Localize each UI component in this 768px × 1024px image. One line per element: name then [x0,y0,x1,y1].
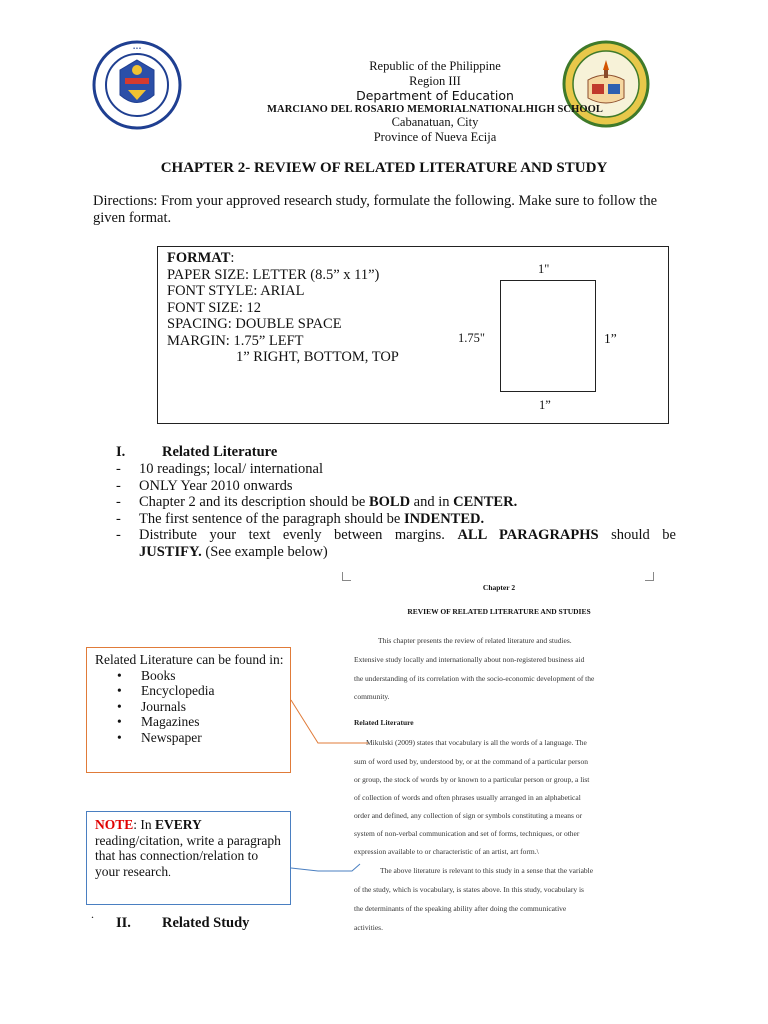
sample-line: community. [354,692,390,701]
section2-numeral: II. [116,915,131,931]
format-heading: FORMAT [167,250,231,266]
section1-numeral: I. [116,444,126,460]
format-details: FORMAT: PAPER SIZE: LETTER (8.5” x 11”) FONT STYLE: ARIAL FONT SIZE: 12 SPACING: DOUBLE SPACE MARGIN: 1.75” LEFT 1” RIGHT, BOTTOM, TOP [167,250,399,365]
sources-list [95,668,285,746]
list-item: • Encyclopedia [117,683,215,698]
header-department: Department of Education [356,88,514,103]
sample-line: Extensive study locally and internationally about non-registered business aid [354,655,585,664]
sample-line: of the study, which is vocabulary, is states above. In this study, vocabulary is [354,885,584,894]
format-line: SPACING: DOUBLE SPACE [167,316,342,332]
format-line: 1” RIGHT, BOTTOM, TOP [236,349,399,365]
list-item: - ONLY Year 2010 onwards [116,477,293,494]
sample-line: This chapter presents the review of related literature and studies. [378,636,572,645]
margin-diagram-page [500,280,596,392]
directions-text: Directions: From your approved research study, formulate the following. Make sure to follow the given format. [93,193,658,226]
format-line: MARGIN: 1.75” LEFT [167,332,304,349]
header-city: Cabanatuan, City [391,115,479,129]
list-item: - 10 readings; local/ international [116,461,324,477]
section1-title: Related Literature [162,444,278,460]
sources-intro: Related Literature can be found in: [95,652,284,667]
sample-line: the understanding of its correlation with the socio-economic development of the [354,674,595,683]
sources-callout-text [95,652,285,745]
sample-line: sum of word used by, understood by, or at the command of a particular person [354,757,588,766]
sample-line: activities. [354,923,383,932]
note-callout-text: NOTE: In EVERY reading/citation, write a paragraph that has connection/relation to your research. [95,817,281,879]
margin-top-label: 1" [538,262,550,276]
sample-line: or group, the stock of words by or known to a particular person or group, a list [354,775,590,784]
stray-dot: . [91,907,94,921]
blue-connector-line [291,864,360,871]
svg-text:•••: ••• [132,46,142,52]
list-item: • Books [117,667,176,683]
sample-title: REVIEW OF RELATED LITERATURE AND STUDIES [407,607,591,616]
sample-line: Mikulski (2009) states that vocabulary is all the words of a language. The [366,738,587,747]
sample-line: order and defined, any collection of sign or symbols constituting a means or [354,811,583,820]
sample-chapter-heading: Chapter 2 [482,583,516,592]
section1-list [116,461,676,560]
header-republic: Republic of the Philippine [369,59,501,73]
list-item: • Newspaper [117,729,202,745]
list-item: - Chapter 2 and its description should be BOLD and in CENTER. [116,494,518,510]
sample-section-heading: Related Literature [354,718,414,727]
sample-line: of collection of words and often phrases usually arranged in an alphabetical [354,793,581,802]
section2-title: Related Study [162,915,250,931]
format-line: FONT STYLE: ARIAL [167,283,305,299]
sample-line: the determinants of the speaking ability after doing the communicative [354,904,567,913]
header-school-name: MARCIANO DEL ROSARIO MEMORIALNATIONALHIGH SCHOOL [267,104,603,115]
list-item: - The first sentence of the paragraph should be INDENTED. [116,510,485,527]
list-item: • Journals [117,698,186,714]
sample-line: The above literature is relevant to this study in a sense that the variable [380,866,594,875]
page-corner-mark [645,572,654,581]
sample-line: expression available to or characteristic of an artist, art form.\ [354,847,539,856]
margin-bottom-label: 1” [539,398,551,412]
note-label: NOTE [95,817,134,832]
header-province: Province of Nueva Ecija [373,130,497,144]
sample-line: system of non-verbal communication and set of forms, techniques, or other [354,829,580,838]
list-item: - Distribute your text evenly between margins. ALL PARAGRAPHS should be JUSTIFY. (See example below) [116,527,676,560]
margin-right-label: 1” [604,331,617,346]
page-corner-mark [342,572,351,581]
format-line: FONT SIZE: 12 [167,299,261,316]
list-item: • Magazines [117,714,200,729]
format-line: PAPER SIZE: LETTER (8.5” x 11”) [167,266,380,283]
header-region: Region III [409,74,461,88]
margin-left-label: 1.75" [458,331,485,345]
chapter-title: CHAPTER 2- REVIEW OF RELATED LITERATURE AND STUDY [160,160,608,176]
